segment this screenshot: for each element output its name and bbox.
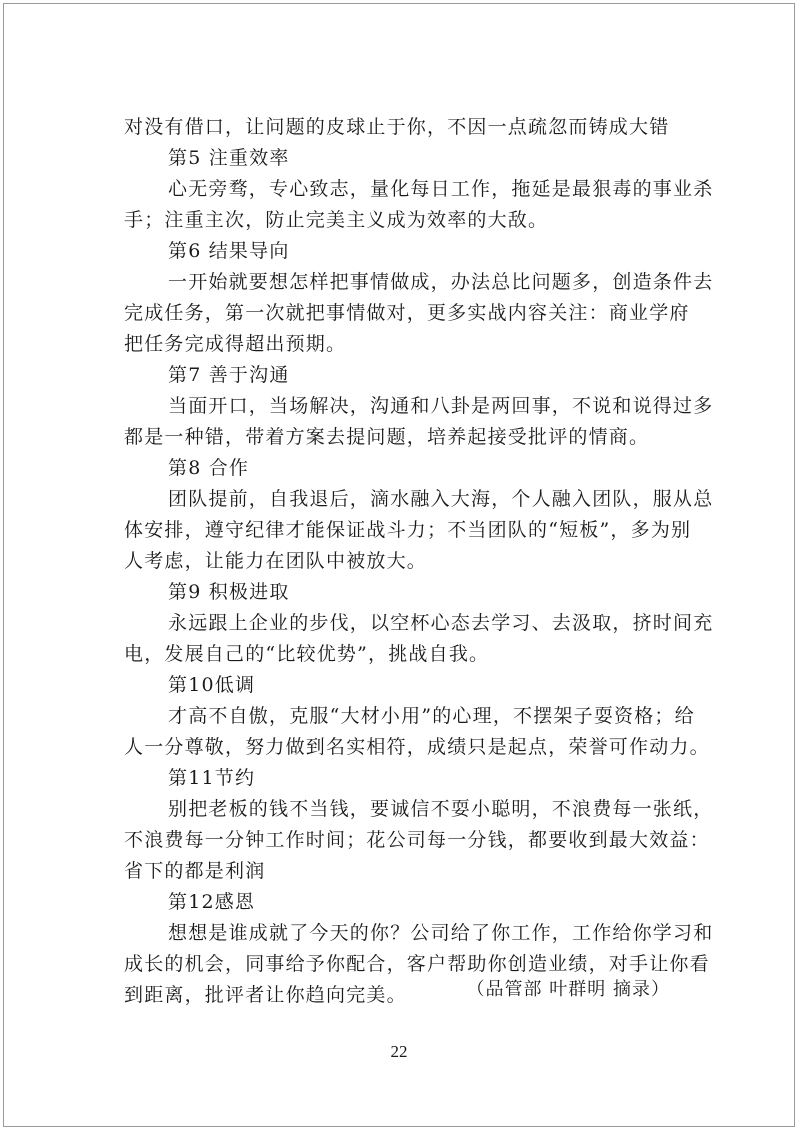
text-line: 体安排，遵守纪律才能保证战斗力；不当团队的“短板”，多为别 bbox=[124, 519, 692, 541]
text-line: 电，发展自己的“比较优势”，挑战自我。 bbox=[124, 643, 490, 665]
text-line: 手；注重主次，防止完美主义成为效率的大敌。 bbox=[124, 209, 549, 231]
body-text bbox=[124, 112, 714, 1011]
text-line: 人考虑，让能力在团队中被放大。 bbox=[124, 550, 428, 572]
text-line: 别把老板的钱不当钱，要诚信不耍小聪明，不浪费每一张纸， bbox=[168, 798, 714, 820]
text-line: 永远跟上企业的步伐，以空杯心态去学习、去汲取，挤时间充 bbox=[168, 612, 714, 634]
section-heading-6: 第6 结果导向 bbox=[168, 240, 290, 262]
text-line: 到距离，批评者让你趋向完美。 bbox=[124, 984, 407, 1006]
text-line: 心无旁骛，专心致志，量化每日工作，拖延是最狠毒的事业杀 bbox=[168, 178, 714, 200]
section-heading-11: 第11节约 bbox=[168, 767, 256, 789]
text-line: 都是一种错，带着方案去提问题，培养起接受批评的情商。 bbox=[124, 426, 650, 448]
text-line: 一开始就要想怎样把事情做成，办法总比问题多，创造条件去 bbox=[168, 271, 714, 293]
text-line: 不浪费每一分钟工作时间；花公司每一分钱，都要收到最大效益： bbox=[124, 829, 710, 851]
author-signature: （品管部 叶群明 摘录） bbox=[466, 979, 670, 1000]
section-heading-5: 第5 注重效率 bbox=[168, 147, 290, 169]
text-line: 团队提前，自我退后，滴水融入大海，个人融入团队，服从总 bbox=[168, 488, 714, 510]
text-line: 对没有借口，让问题的皮球止于你，不因一点疏忽而铸成大错 bbox=[124, 116, 670, 138]
section-heading-12: 第12感恩 bbox=[168, 891, 256, 913]
text-line: 人一分尊敬，努力做到名实相符，成绩只是起点，荣誉可作动力。 bbox=[124, 736, 710, 758]
section-heading-9: 第9 积极进取 bbox=[168, 581, 290, 603]
section-heading-7: 第7 善于沟通 bbox=[168, 364, 290, 386]
text-line: 才高不自傲，克服“大材小用”的心理，不摆架子耍资格；给 bbox=[168, 705, 695, 727]
text-line: 成长的机会，同事给予你配合，客户帮助你创造业绩，对手让你看 bbox=[124, 953, 710, 975]
text-line: 把任务完成得超出预期。 bbox=[124, 333, 347, 355]
text-line: 当面开口，当场解决，沟通和八卦是两回事，不说和说得过多 bbox=[168, 395, 714, 417]
text-line: 想想是谁成就了今天的你？公司给了你工作，工作给你学习和 bbox=[168, 922, 714, 944]
document-page bbox=[3, 3, 795, 1127]
section-heading-10: 第10低调 bbox=[168, 674, 256, 696]
section-heading-8: 第8 合作 bbox=[168, 457, 250, 479]
page-number: 22 bbox=[390, 1042, 408, 1061]
text-line: 省下的都是利润 bbox=[124, 860, 266, 882]
text-line: 完成任务，第一次就把事情做对，更多实战内容关注：商业学府 bbox=[124, 302, 690, 324]
